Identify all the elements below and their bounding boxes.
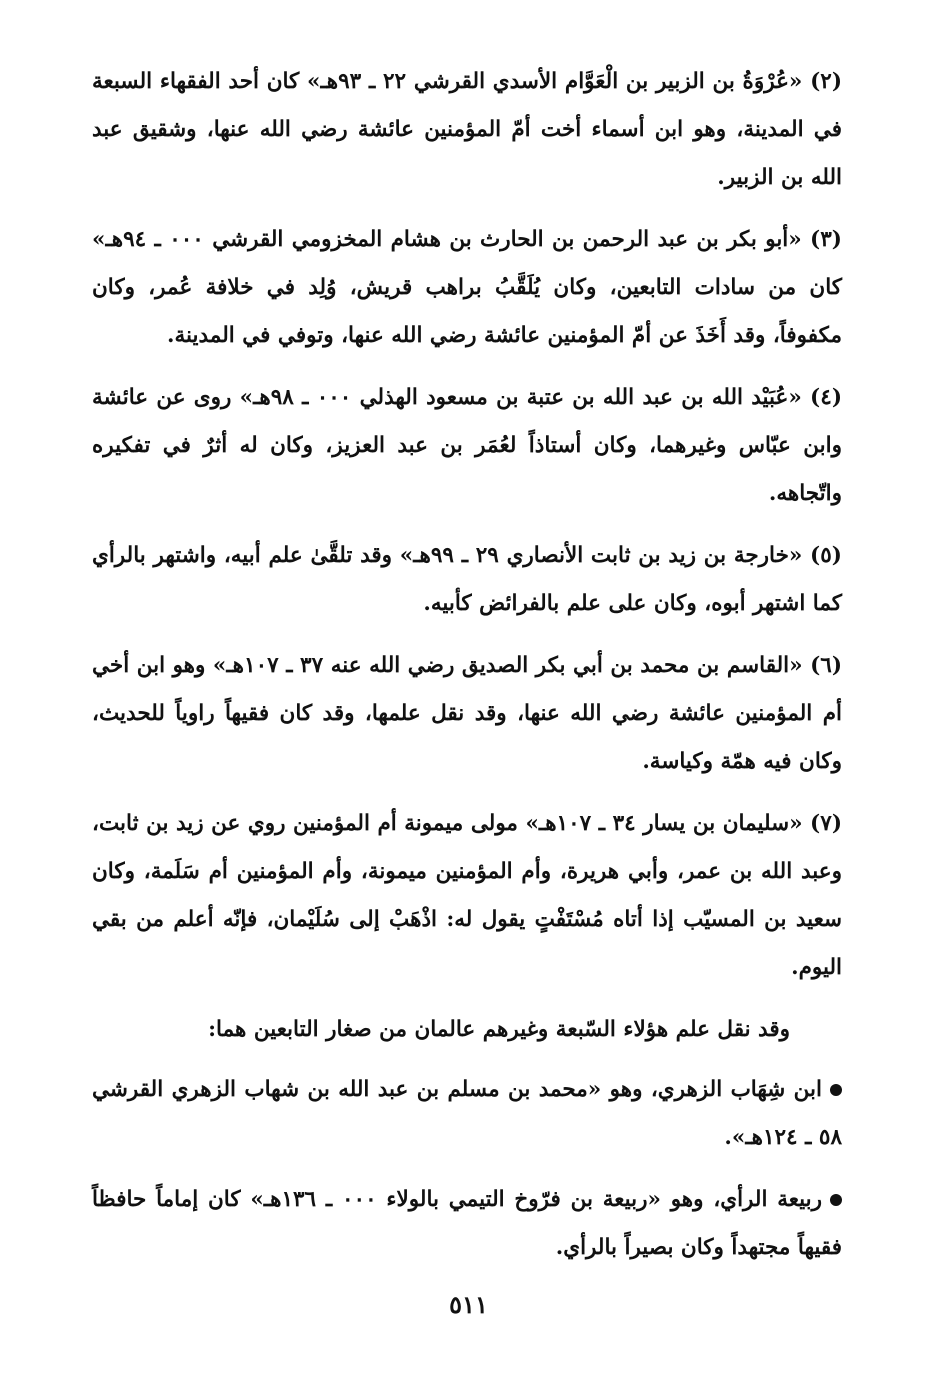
entry-urwa: (٢) «عُرْوَةُ بن الزبير بن الْعَوَّام الأسدي القرشي ٢٢ ـ ٩٣هـ» كان أحد الفقهاء السبعة في المدينة، وهو ابن أسماء أخت أمّ المؤمنين عائشة رضي الله عنها، وشقيق عبد الله بن الزبير.: [92, 69, 842, 190]
entry-kharija: (٥) «خارجة بن زيد بن ثابت الأنصاري ٢٩ ـ ٩٩هـ» وقد تلقَّىٰ علم أبيه، واشتهر بالرأي كما اشتهر أبوه، وكان على علم بالفرائض كأبيه.: [92, 543, 842, 616]
entry-ubaydullah: (٤) «عُبَيْد الله بن عبد الله بن عتبة بن مسعود الهذلي ٠٠٠ ـ ٩٨هـ» روى عن عائشة وابن عبّاس وغيرهما، وكان أستاذاً لعُمَر بن عبد العزيز، وكان له أثرٌ في تفكيره واتّجاهه.: [92, 385, 842, 506]
bullet-dot-icon: [830, 1084, 842, 1096]
bullet-dot-icon: [830, 1194, 842, 1206]
bullet-text: ربيعة الرأي، وهو «ربيعة بن فرّوخ التيمي بالولاء ٠٠٠ ـ ١٣٦هـ» كان إماماً حافظاً فقيهاً مجتهداً وكان بصيراً بالرأي.: [92, 1187, 842, 1260]
intro-paragraph: وقد نقل علم هؤلاء السّبعة وغيرهم عالمان من صغار التابعين هما:: [208, 1017, 790, 1042]
page-body: [92, 58, 842, 1286]
bullet-item-rabia: [92, 1176, 842, 1272]
entry-qasim: (٦) «القاسم بن محمد بن أبي بكر الصديق رضي الله عنه ٣٧ ـ ١٠٧هـ» وهو ابن أخي أم المؤمنين عائشة رضي الله عنها، وقد نقل علمها، وقد كان فقيهاً راوياً للحديث، وكان فيه همّة وكياسة.: [92, 653, 842, 774]
bullet-text: ابن شِهَاب الزهري، وهو «محمد بن مسلم بن عبد الله بن شهاب الزهري القرشي ٥٨ ـ ١٢٤هـ».: [92, 1077, 842, 1150]
entry-sulayman: (٧) «سليمان بن يسار ٣٤ ـ ١٠٧هـ» مولى ميمونة أم المؤمنين روي عن زيد بن ثابت، وعبد الله بن عمر، وأبي هريرة، وأم المؤمنين ميمونة، وأم المؤمنين أم سَلَمة، وكان سعيد بن المسيّب إذا أتاه مُسْتَفْتٍ يقول له: اذْهَبْ إلى سُلَيْمان، فإنّه أعلم من بقي اليوم.: [92, 811, 842, 980]
page-number: ٥١١: [449, 1290, 488, 1319]
entry-abu-bakr: (٣) «أبو بكر بن عبد الرحمن بن الحارث بن هشام المخزومي القرشي ٠٠٠ ـ ٩٤هـ» كان من سادات التابعين، وكان يُلَقَّبُ براهب قريش، وُلِد في خلافة عُمر، وكان مكفوفاً، وقد أَخَذَ عن أمّ المؤمنين عائشة رضي الله عنها، وتوفي في المدينة.: [92, 227, 842, 348]
bullet-item-zuhri: [92, 1066, 842, 1162]
